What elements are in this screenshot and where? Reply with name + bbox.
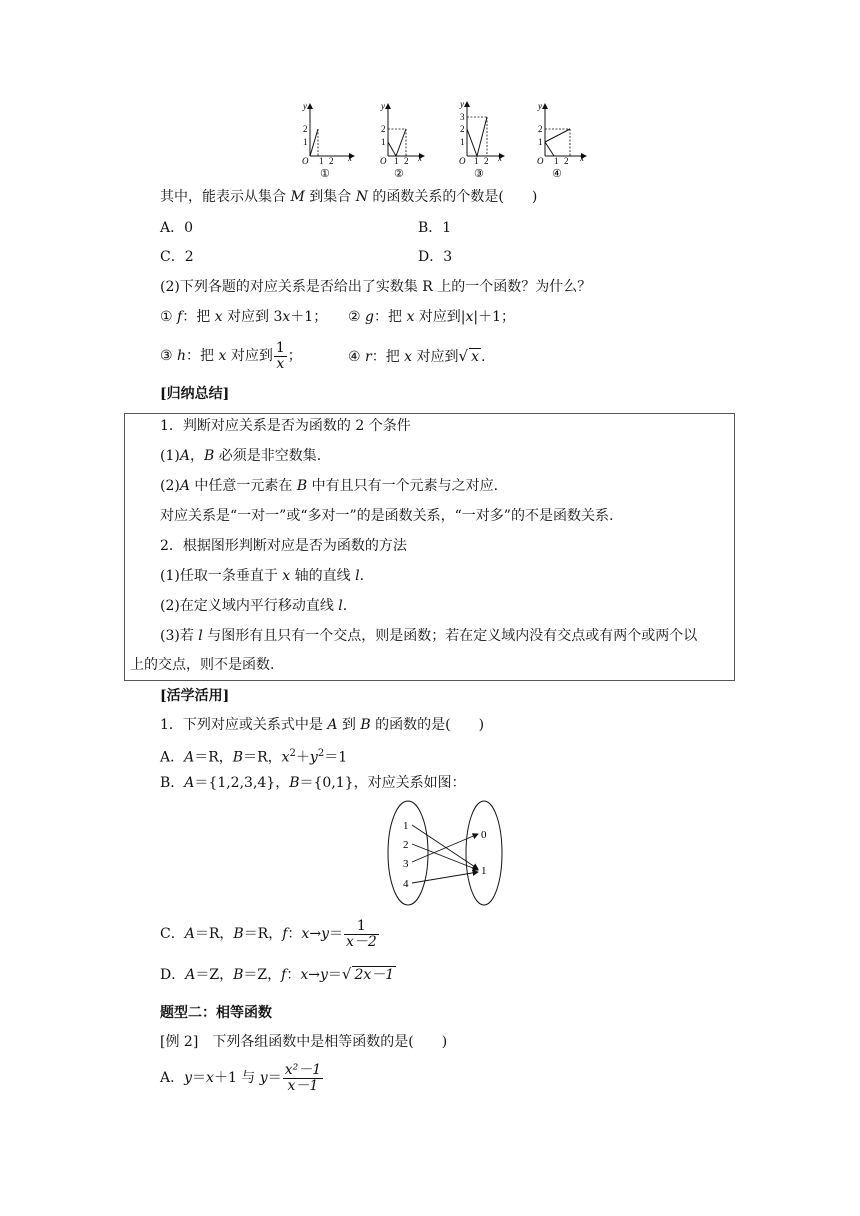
graph-label: ② (394, 168, 404, 180)
summary-line: 1．判断对应关系是否为函数的 2 个条件 (160, 418, 411, 434)
tick-x-1: 1 (319, 156, 324, 166)
tick-y-1: 1 (381, 137, 386, 147)
axis-y-label: y (538, 101, 542, 111)
type2-heading: 题型二：相等函数 (160, 1005, 272, 1021)
fraction: $\frac{1}{x}$ (275, 339, 285, 372)
q2-item-f: ① f：把 x 对应到 3x＋1； (160, 309, 328, 325)
origin-label: O (380, 156, 387, 166)
origin-label: O (302, 156, 309, 166)
summary-line: 对应关系是“一对一”或“多对一”的是函数关系，“一对多”的不是函数关系. (160, 508, 614, 524)
tick-x-2: 2 (484, 156, 489, 166)
q1-option-d: D．3 (418, 249, 453, 265)
mapping-diagram (380, 798, 510, 910)
axis-x-label: x (498, 153, 502, 163)
tick-x-2: 2 (329, 156, 334, 166)
fraction: $\frac{1}{x-2}$ (345, 917, 377, 950)
q1-stem: 其中，能表示从集合 M 到集合 N 的函数关系的个数是( ) (160, 189, 538, 205)
q2-stem: (2)下列各题的对应关系是否给出了实数集 R 上的一个函数？为什么？ (160, 279, 592, 295)
practice-stem: 1．下列对应或关系式中是 A 到 B 的函数的是( ) (160, 717, 485, 733)
summary-line: (1)任取一条垂直于 x 轴的直线 l. (160, 568, 365, 584)
tick-y-1: 1 (538, 137, 543, 147)
axis-y-label: y (460, 99, 464, 109)
set-a-element: 2 (403, 839, 409, 851)
tick-x-2: 2 (404, 156, 409, 166)
fraction: $\frac{\text{x²－1}}{x-1}$ (284, 1061, 322, 1094)
summary-line: (1)A，B 必须是非空数集. (160, 448, 322, 464)
q2-item-g: ② g：把 x 对应到|x|＋1； (348, 309, 516, 325)
axis-x-label: x (348, 153, 352, 163)
graphs-figure (290, 98, 590, 180)
q2-item-h: ③ h：把 x 对应到 $\frac{1}{x}$ ； (160, 339, 302, 372)
graph-label: ④ (552, 168, 562, 180)
practice-option-c: C．A＝R，B＝R，f：x→y＝ $\frac{1}{x-2}$ (160, 917, 377, 950)
summary-heading: [归纳总结] (160, 386, 230, 402)
axis-y-label: y (303, 101, 307, 111)
q1-option-c: C．2 (160, 249, 194, 265)
set-b-element: 1 (481, 865, 487, 877)
tick-x-1: 1 (474, 156, 479, 166)
graph-label: ③ (474, 168, 484, 180)
axis-x-label: x (580, 153, 584, 163)
tick-x-1: 1 (394, 156, 399, 166)
tick-y-1: 1 (460, 137, 465, 147)
tick-y-2: 2 (460, 124, 465, 134)
set-b-element: 0 (481, 829, 487, 841)
graph-4 (537, 101, 584, 180)
tick-y-1: 1 (303, 137, 308, 147)
tick-y-3: 3 (460, 112, 465, 122)
graph-2 (380, 101, 422, 180)
origin-label: O (459, 156, 466, 166)
tick-x-2: 2 (564, 156, 569, 166)
graph-1 (302, 101, 352, 180)
q1-option-a: A．0 (160, 220, 194, 236)
graph-3 (459, 99, 502, 180)
example-2-option-a: A．y＝x＋1 与 y＝ $\frac{\text{x²－1}}{x-1}$ (160, 1061, 322, 1094)
summary-line: 2．根据图形判断对应是否为函数的方法 (160, 538, 407, 554)
summary-line: (2)A 中任意一元素在 B 中有且只有一个元素与之对应. (160, 478, 499, 494)
origin-label: O (537, 156, 544, 166)
tick-y-2: 2 (303, 124, 308, 134)
set-a-element: 1 (403, 820, 409, 832)
example-2-stem: [例 2] 下列各组函数中是相等函数的是( ) (160, 1034, 448, 1050)
tick-x-1: 1 (554, 156, 559, 166)
set-a-element: 3 (403, 858, 409, 870)
practice-heading: [活学活用] (160, 688, 230, 704)
graph-label: ① (320, 168, 330, 180)
axis-y-label: y (381, 101, 385, 111)
practice-option-b: B．A＝{1,2,3,4}，B＝{0,1}，对应关系如图： (160, 775, 466, 791)
summary-line: 上的交点，则不是函数. (130, 657, 275, 673)
summary-line: (3)若 l 与图形有且只有一个交点，则是函数；若在定义域内没有交点或有两个或两个以 (160, 628, 698, 644)
axis-x-label: x (418, 153, 422, 163)
practice-option-d: D．A＝Z，B＝Z，f：x→y＝√ 2x－1 (160, 965, 395, 983)
summary-line: (2)在定义域内平行移动直线 l. (160, 598, 348, 614)
practice-option-a: A．A＝R，B＝R，$x^2+y^2=1$ (160, 748, 348, 766)
q1-option-b: B．1 (418, 220, 452, 236)
tick-y-2: 2 (381, 124, 386, 134)
tick-y-2: 2 (538, 124, 543, 134)
set-a-element: 4 (403, 878, 409, 890)
q2-item-r: ④ r：把 x 对应到√ x . (348, 347, 486, 365)
